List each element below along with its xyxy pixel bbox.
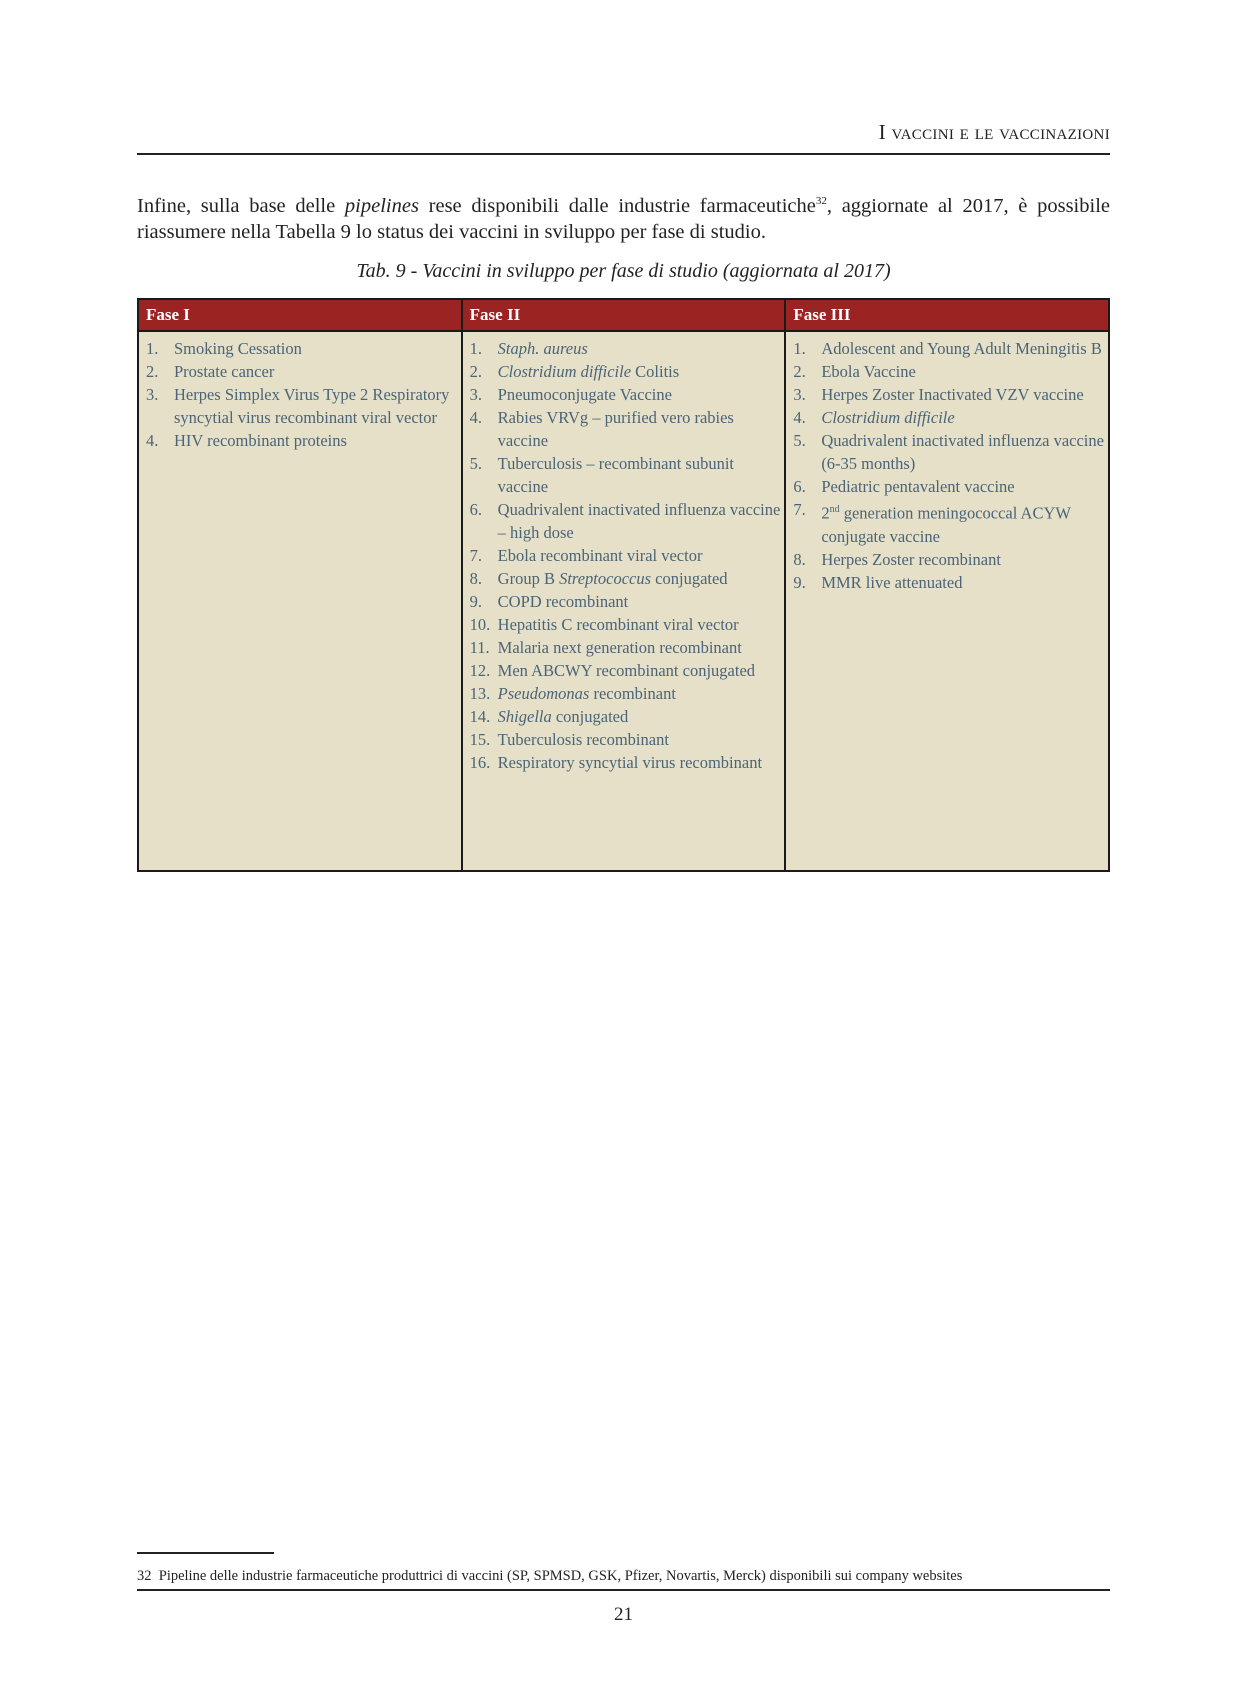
item-text-segment: Streptococcus [559, 569, 652, 588]
para-italic: pipelines [344, 194, 419, 217]
item-text [498, 383, 781, 406]
item-text-segment: Herpes Simplex Virus Type 2 Respiratory syncytial virus recombinant viral vector [174, 385, 450, 427]
item-number: 2. [146, 362, 159, 381]
page-number: 21 [614, 1604, 633, 1625]
vaccine-list [793, 337, 1104, 594]
item-text-segment: Herpes Zoster Inactivated VZV vaccine [821, 385, 1084, 404]
body-paragraph [137, 188, 1110, 245]
list-item [470, 613, 781, 636]
item-text [498, 567, 781, 590]
item-number: 12. [469, 661, 491, 680]
item-number: 5. [793, 431, 806, 450]
list-item [470, 751, 781, 774]
list-item [793, 406, 1104, 429]
list-item [470, 682, 781, 705]
list-item [793, 475, 1104, 498]
item-number: 1. [793, 339, 806, 358]
item-number: 10. [469, 615, 491, 634]
item-number: 5. [469, 454, 483, 473]
item-text-segment: Herpes Zoster recombinant [821, 549, 1001, 569]
item-text-segment: Clostridium difficile [821, 408, 955, 427]
list-item [793, 498, 1104, 548]
item-text-segment: conjugated [551, 707, 629, 726]
item-text-segment: Respiratory syncytial virus recombinant [497, 753, 763, 772]
item-number: 9. [469, 592, 483, 611]
list-item [470, 452, 781, 498]
running-head: I vaccini e le vaccinazioni [878, 120, 1110, 144]
item-text-segment: Ebola recombinant viral vector [497, 546, 703, 565]
item-number: 2. [793, 362, 806, 381]
item-text [821, 498, 1104, 548]
list-item [146, 383, 457, 429]
list-item [793, 383, 1104, 406]
column-fase-1 [138, 331, 462, 871]
item-text-segment: Quadrivalent inactivated influenza vaccine (6-35 months) [821, 431, 1104, 473]
item-text-segment: conjugated [651, 569, 728, 588]
item-number: 11. [469, 638, 490, 657]
item-number: 1. [469, 339, 483, 358]
list-item [470, 383, 781, 406]
item-text [821, 406, 1104, 429]
vaccine-phase-table [137, 298, 1110, 872]
item-text-segment: Malaria next generation recombinant [497, 638, 742, 657]
item-text-segment: recombinant [589, 684, 676, 703]
item-text-segment: Hepatitis C recombinant viral vector [497, 615, 739, 634]
item-text-segment: Shigella [497, 707, 552, 726]
column-fase-3 [785, 331, 1109, 871]
item-number: 6. [469, 500, 483, 519]
item-text [498, 498, 781, 544]
item-text-segment: Tuberculosis recombinant [497, 730, 669, 749]
item-text-segment: Ebola Vaccine [821, 362, 916, 381]
item-text [498, 452, 781, 498]
item-text [498, 682, 781, 705]
item-text-segment: Pediatric pentavalent vaccine [821, 477, 1015, 496]
item-text [498, 705, 781, 728]
item-text [821, 337, 1104, 360]
list-item [146, 429, 457, 452]
item-number: 1. [146, 339, 159, 358]
list-item [470, 590, 781, 613]
list-item [470, 659, 781, 682]
item-text-segment: Staph. aureus [497, 339, 588, 358]
item-text [498, 636, 781, 659]
list-item [470, 636, 781, 659]
item-text-segment: MMR live attenuated [821, 572, 963, 592]
list-item [470, 337, 781, 360]
item-text-segment: nd [829, 504, 840, 515]
item-number: 3. [793, 385, 806, 404]
item-number: 8. [469, 569, 483, 588]
footnote [137, 1568, 962, 1585]
item-text-segment: Prostate cancer [174, 362, 275, 381]
item-text-segment: HIV recombinant proteins [174, 431, 347, 450]
header-fase-2: Fase II [462, 299, 786, 331]
item-text-segment: COPD recombinant [497, 592, 629, 611]
item-text [498, 406, 781, 452]
list-item [470, 544, 781, 567]
item-text [498, 590, 781, 613]
list-item [793, 337, 1104, 360]
para-text: rese disponibili dalle industrie farmaceutiche [418, 194, 816, 217]
item-number: 7. [469, 546, 483, 565]
list-item [146, 337, 457, 360]
item-text-segment: 2 [821, 503, 830, 523]
item-text [821, 360, 1104, 383]
item-number: 4. [469, 408, 483, 427]
item-text [498, 613, 781, 636]
item-text [821, 548, 1104, 571]
list-item [470, 360, 781, 383]
item-number: 3. [469, 385, 483, 404]
column-fase-2 [462, 331, 786, 871]
item-text-segment: Group B [497, 569, 560, 588]
item-text [821, 383, 1104, 406]
list-item [793, 360, 1104, 383]
item-text-segment: generation meningococcal ACYW conjugate vaccine [821, 503, 1071, 546]
item-number: 8. [793, 549, 806, 569]
list-item [470, 567, 781, 590]
item-number: 9. [793, 572, 806, 592]
item-number: 15. [469, 730, 491, 749]
footnote-ref[interactable]: 32 [815, 195, 827, 207]
item-text [498, 337, 781, 360]
list-item [793, 429, 1104, 475]
item-text [821, 429, 1104, 475]
list-item [470, 498, 781, 544]
item-number: 14. [469, 707, 491, 726]
list-item [470, 728, 781, 751]
item-text-segment: Adolescent and Young Adult Meningitis B [821, 339, 1102, 358]
header-rule [137, 153, 1110, 155]
item-text [174, 383, 457, 429]
item-number: 4. [793, 408, 806, 427]
list-item [470, 705, 781, 728]
footnote-number: 32 [137, 1568, 152, 1584]
item-text [174, 337, 457, 360]
item-text-segment: Clostridium difficile [497, 362, 632, 381]
item-number: 4. [146, 431, 159, 450]
header-fase-3: Fase III [785, 299, 1109, 331]
item-text [174, 429, 457, 452]
item-text-segment: Smoking Cessation [174, 339, 302, 358]
footnote-text: Pipeline delle industrie farmaceutiche produttrici di vaccini (SP, SPMSD, GSK, Pfizer, Novartis, Merck) disponibili sui company websites [158, 1568, 963, 1584]
item-number: 13. [469, 684, 491, 703]
item-text [174, 360, 457, 383]
item-text-segment: Quadrivalent inactivated influenza vaccine – high dose [497, 500, 781, 542]
footer-rule [137, 1589, 1110, 1591]
item-text [821, 571, 1104, 594]
list-item [793, 548, 1104, 571]
table-caption: Tab. 9 - Vaccini in sviluppo per fase di studio (aggiornata al 2017) [356, 260, 891, 282]
item-number: 16. [469, 753, 491, 772]
header-fase-1: Fase I [138, 299, 462, 331]
item-text-segment: Tuberculosis – recombinant subunit vaccine [497, 454, 734, 496]
para-text: , aggiornate al 2017, è possibile riassumere nella Tabella 9 lo status dei vaccini in sviluppo per fase di studio. [137, 194, 1110, 243]
item-text [498, 360, 781, 383]
footnote-rule [137, 1552, 274, 1554]
item-text-segment: Men ABCWY recombinant conjugated [497, 661, 756, 680]
list-item [470, 406, 781, 452]
item-text [498, 728, 781, 751]
vaccine-list [470, 337, 781, 774]
item-text-segment: Colitis [631, 362, 680, 381]
item-text-segment: Pneumoconjugate Vaccine [497, 385, 672, 404]
list-item [146, 360, 457, 383]
item-text-segment: Pseudomonas [497, 684, 590, 703]
item-text [821, 475, 1104, 498]
list-item [793, 571, 1104, 594]
item-text [498, 544, 781, 567]
item-number: 7. [793, 500, 806, 519]
vaccine-list [146, 337, 457, 452]
item-number: 3. [146, 385, 159, 404]
item-text [498, 751, 781, 774]
item-number: 2. [469, 362, 483, 381]
item-text-segment: Rabies VRVg – purified vero rabies vaccine [497, 408, 734, 450]
para-text: Infine, sulla base delle [137, 194, 345, 217]
item-text [498, 659, 781, 682]
item-number: 6. [793, 477, 806, 496]
